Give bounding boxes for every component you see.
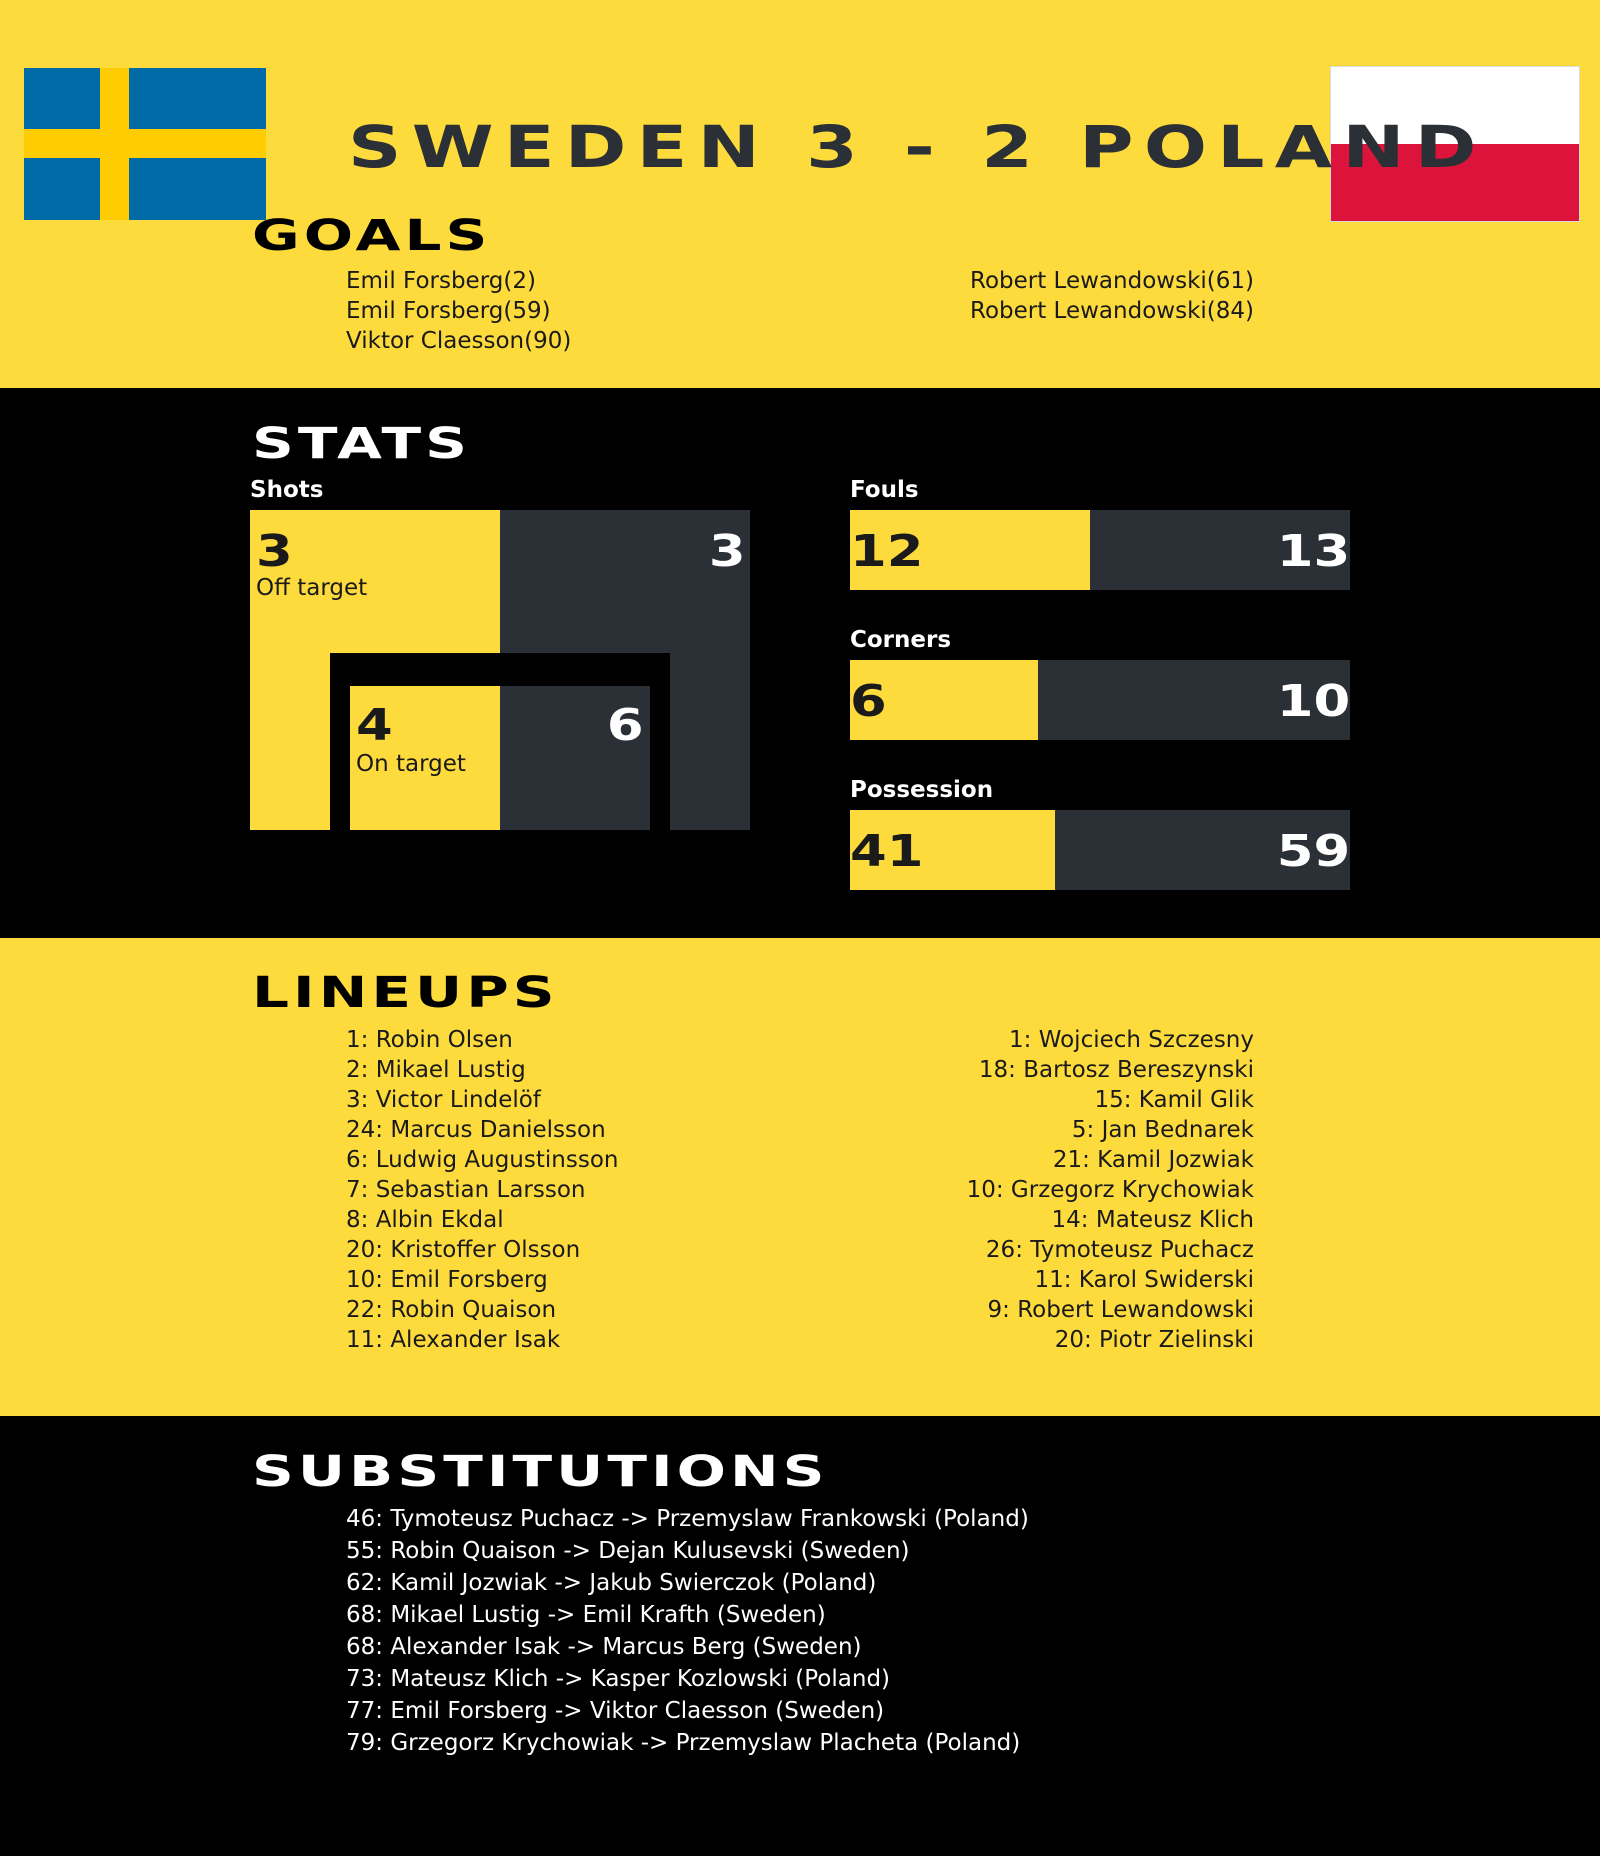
fouls-label: Fouls xyxy=(850,477,919,503)
shots-off-target-home-value: 3 xyxy=(256,526,293,577)
possession-away-value: 59 xyxy=(1276,826,1350,877)
substitution-item: 79: Grzegorz Krychowiak -> Przemyslaw Placheta (Poland) xyxy=(346,1730,1021,1756)
possession-label: Possession xyxy=(850,777,994,803)
lineup-item: 3: Victor Lindelöf xyxy=(346,1087,541,1113)
substitution-item: 46: Tymoteusz Puchacz -> Przemyslaw Frankowski (Poland) xyxy=(346,1506,1029,1532)
stats-section xyxy=(0,388,1600,938)
lineup-item: 7: Sebastian Larsson xyxy=(346,1177,586,1203)
lineup-item: 18: Bartosz Bereszynski xyxy=(978,1057,1254,1083)
lineup-item: 9: Robert Lewandowski xyxy=(987,1297,1254,1323)
lineup-item: 5: Jan Bednarek xyxy=(1071,1117,1254,1143)
lineups-heading: LINEUPS xyxy=(252,968,559,1018)
lineup-item: 1: Robin Olsen xyxy=(346,1027,513,1053)
lineup-item: 21: Kamil Jozwiak xyxy=(1052,1147,1254,1173)
possession-bar xyxy=(850,810,1350,890)
shots-off-target-away-value: 3 xyxy=(709,526,746,577)
lineup-item: 10: Emil Forsberg xyxy=(346,1267,548,1293)
substitution-item: 62: Kamil Jozwiak -> Jakub Swierczok (Poland) xyxy=(346,1570,877,1596)
home-goals-list xyxy=(346,266,571,356)
goal-item: Emil Forsberg(2) xyxy=(346,268,536,294)
shots-on-target-away-value: 6 xyxy=(607,700,644,751)
fouls-home-value: 12 xyxy=(850,526,924,577)
corners-home-value: 6 xyxy=(850,676,887,727)
match-title: SWEDEN 3 - 2 POLAND xyxy=(348,113,1487,181)
lineup-item: 24: Marcus Danielsson xyxy=(346,1117,606,1143)
goal-item: Emil Forsberg(59) xyxy=(346,298,551,324)
lineup-item: 26: Tymoteusz Puchacz xyxy=(985,1237,1254,1263)
lineup-item: 14: Mateusz Klich xyxy=(1051,1207,1254,1233)
lineup-item: 6: Ludwig Augustinsson xyxy=(346,1147,619,1173)
lineup-item: 2: Mikael Lustig xyxy=(346,1057,526,1083)
away-lineup-list xyxy=(967,1025,1254,1355)
fouls-bar xyxy=(850,510,1350,590)
fouls-away-value: 13 xyxy=(1276,526,1350,577)
goal-item: Robert Lewandowski(61) xyxy=(970,268,1254,294)
goals-heading: GOALS xyxy=(252,211,492,261)
shots-on-target-home-value: 4 xyxy=(356,700,393,751)
shots-off-target-label: Off target xyxy=(256,575,368,601)
possession-home-value: 41 xyxy=(850,826,924,877)
substitutions-list xyxy=(346,1503,1029,1759)
home-lineup-list xyxy=(346,1025,618,1355)
lineup-item: 20: Piotr Zielinski xyxy=(1054,1327,1254,1353)
substitution-item: 77: Emil Forsberg -> Viktor Claesson (Sweden) xyxy=(346,1698,885,1724)
corners-away-value: 10 xyxy=(1276,676,1350,727)
lineup-item: 20: Kristoffer Olsson xyxy=(346,1237,581,1263)
lineups-section xyxy=(0,938,1600,1416)
substitution-item: 68: Alexander Isak -> Marcus Berg (Sweden) xyxy=(346,1634,862,1660)
substitution-item: 68: Mikael Lustig -> Emil Krafth (Sweden) xyxy=(346,1602,826,1628)
substitution-item: 55: Robin Quaison -> Dejan Kulusevski (Sweden) xyxy=(346,1538,910,1564)
shots-label: Shots xyxy=(250,477,324,503)
goal-item: Viktor Claesson(90) xyxy=(346,328,572,354)
lineup-item: 22: Robin Quaison xyxy=(346,1297,557,1323)
shots-on-target-label: On target xyxy=(356,751,466,777)
sweden-flag-icon xyxy=(24,68,266,220)
away-goals-list xyxy=(970,266,1254,326)
lineup-item: 1: Wojciech Szczesny xyxy=(1009,1027,1254,1053)
corners-label: Corners xyxy=(850,627,952,653)
goal-item: Robert Lewandowski(84) xyxy=(970,298,1254,324)
substitution-item: 73: Mateusz Klich -> Kasper Kozlowski (Poland) xyxy=(346,1666,891,1692)
substitutions-heading: SUBSTITUTIONS xyxy=(252,1447,829,1497)
lineup-item: 11: Alexander Isak xyxy=(346,1327,561,1353)
stats-heading: STATS xyxy=(252,419,471,469)
lineup-item: 15: Kamil Glik xyxy=(1094,1087,1254,1113)
lineup-item: 8: Albin Ekdal xyxy=(346,1207,504,1233)
corners-bar xyxy=(850,660,1350,740)
lineup-item: 11: Karol Swiderski xyxy=(1034,1267,1254,1293)
lineup-item: 10: Grzegorz Krychowiak xyxy=(966,1177,1254,1203)
